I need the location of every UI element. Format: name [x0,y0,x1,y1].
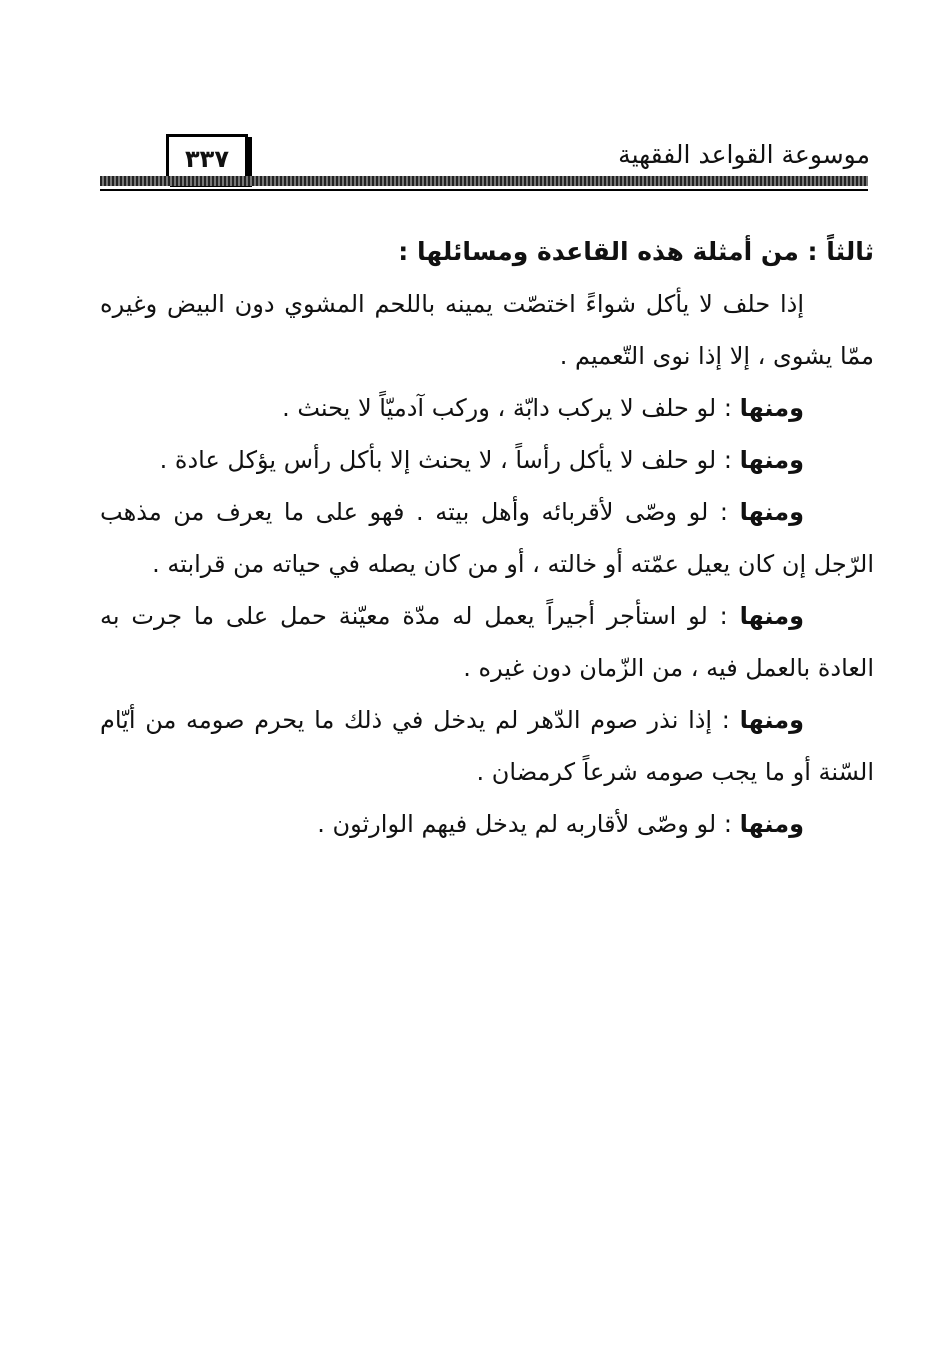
paragraph-5 [100,590,874,694]
header-rule-thin [100,189,868,191]
page-body [100,226,874,850]
section-title: ثالثاً : من أمثلة هذه القاعدة ومسائلها : [398,237,874,266]
paragraph-2 [100,382,874,434]
paragraph-text: : إذا نذر صوم الدّهر لم يدخل في ذلك ما يحرم صومه من أيّام السّنة أو ما يجب صومه شرعاً كرمضان . [100,706,874,786]
paragraph-text: : لو حلف لا يأكل رأساً ، لا يحنث إلا بأكل رأس يؤكل عادة . [159,446,740,474]
paragraph-text: : لو استأجر أجيراً يعمل له مدّة معيّنة حمل على ما جرت به العادة بالعمل فيه ، من الزّمان دون غيره . [100,602,874,682]
paragraph-lead: ومنها [739,446,804,474]
paragraph-6 [100,694,874,798]
paragraph-text: : لو حلف لا يركب دابّة ، وركب آدميّاً لا يحنث . [282,394,740,422]
paragraph-text: : لو وصّى لأقاربه لم يدخل فيهم الوارثون . [317,810,740,838]
paragraph-text: إذا حلف لا يأكل شواءً اختصّت يمينه باللحم المشوي دون البيض وغيره ممّا يشوى ، إلا إذا نوى التّعميم . [100,290,874,370]
paragraph-lead: ومنها [739,810,804,838]
paragraph-3 [100,434,874,486]
running-header-title: موسوعة القواعد الفقهية [618,140,870,169]
paragraph-7 [100,798,874,850]
paragraph-text: : لو وصّى لأقربائه وأهل بيته . فهو على ما يعرف من مذهب الرّجل إن كان يعيل عمّته أو خالته ، أو من كان يصله في حياته من قرابته . [100,498,874,578]
paragraph-lead: ومنها [739,602,804,630]
paragraph-1 [100,278,874,382]
paragraph-lead: ومنها [739,498,804,526]
header-rule-thick [100,176,868,186]
paragraph-lead: ومنها [739,394,804,422]
page-number: ٣٣٧ [185,145,229,173]
paragraph-lead: ومنها [739,706,804,734]
paragraph-4 [100,486,874,590]
